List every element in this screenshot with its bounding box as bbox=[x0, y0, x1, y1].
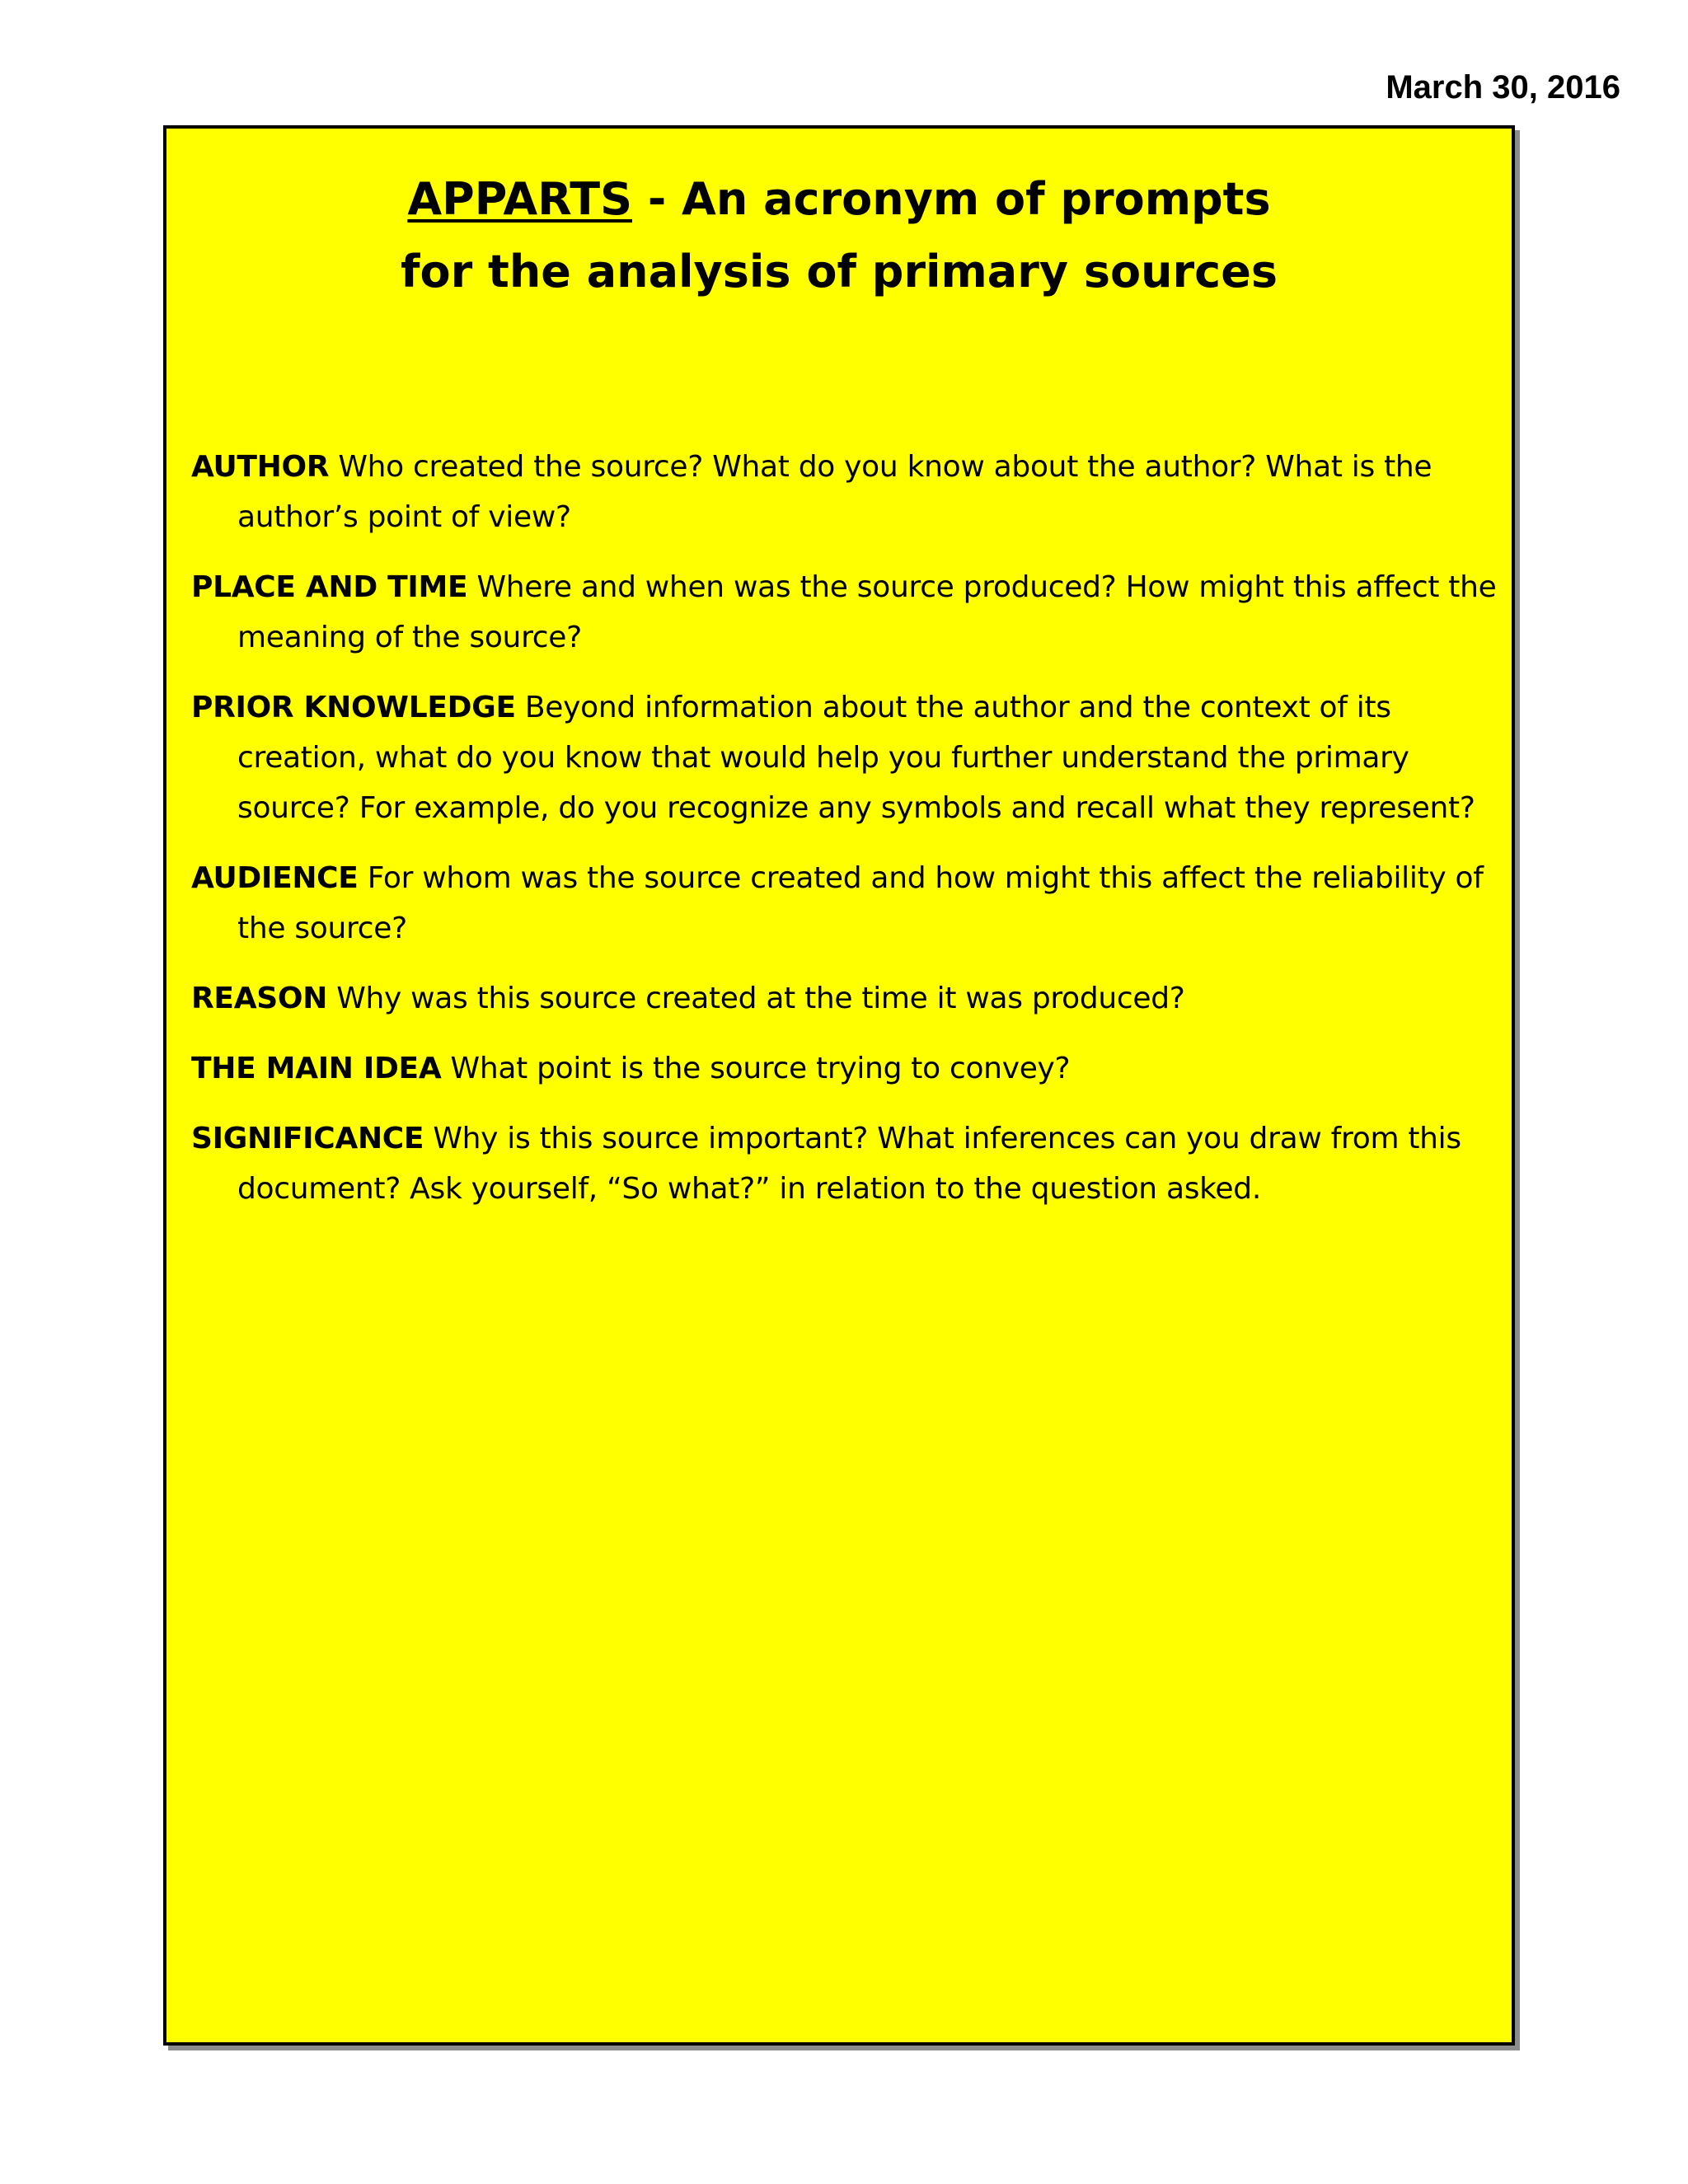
title-line-2: for the analysis of primary sources bbox=[401, 246, 1278, 298]
prompt-text: Beyond information about the author and the context of its creation, what do you know that would help you further understand the primary source? For example, do you recognize any symbols and recall what they represent? bbox=[237, 691, 1475, 825]
prompt-text: Why is this source important? What inferences can you draw from this document? Ask yourself, “So what?” in relation to the question asked. bbox=[237, 1122, 1461, 1206]
prompt-main-idea bbox=[191, 1043, 1500, 1094]
prompt-term: REASON bbox=[191, 982, 328, 1015]
prompt-text: Why was this source created at the time it was produced? bbox=[327, 982, 1185, 1015]
prompt-term: PRIOR KNOWLEDGE bbox=[191, 691, 516, 724]
page-title bbox=[166, 163, 1512, 308]
prompt-text: Who created the source? What do you know about the author? What is the author’s point of view? bbox=[237, 450, 1432, 534]
prompt-text: For whom was the source created and how might this affect the reliability of the source? bbox=[237, 861, 1484, 945]
prompt-author bbox=[191, 442, 1500, 542]
title-acronym: APPARTS bbox=[407, 173, 633, 225]
title-line-1 bbox=[166, 163, 1512, 236]
prompt-term: SIGNIFICANCE bbox=[191, 1122, 424, 1155]
prompt-text: Where and when was the source produced? How might this affect the meaning of the source? bbox=[237, 570, 1497, 654]
document-date: March 30, 2016 bbox=[1386, 69, 1620, 105]
apparts-panel bbox=[163, 125, 1515, 2046]
prompt-term: AUDIENCE bbox=[191, 861, 359, 895]
prompt-term: AUTHOR bbox=[191, 450, 330, 484]
title-subtitle: - An acronym of prompts bbox=[632, 173, 1271, 225]
prompt-audience bbox=[191, 853, 1500, 954]
prompt-term: PLACE AND TIME bbox=[191, 570, 468, 604]
prompt-prior-knowledge bbox=[191, 682, 1500, 833]
prompt-term: THE MAIN IDEA bbox=[191, 1052, 442, 1085]
prompt-reason bbox=[191, 973, 1500, 1024]
prompt-list bbox=[191, 442, 1500, 1234]
prompt-place-and-time bbox=[191, 562, 1500, 663]
prompt-text: What point is the source trying to convey? bbox=[441, 1052, 1071, 1085]
prompt-significance bbox=[191, 1113, 1500, 1214]
